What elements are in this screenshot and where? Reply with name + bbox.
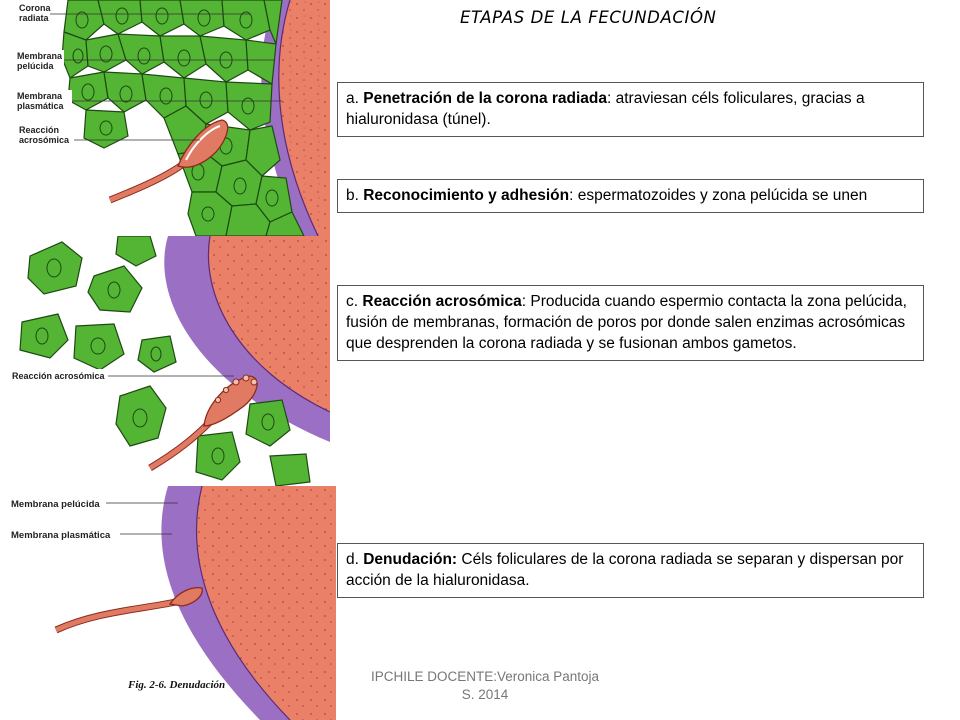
label-membrana-plasmatica-2: plasmática xyxy=(17,101,64,111)
footer-line-2: S. 2014 xyxy=(461,687,509,702)
figure-penetration-corona xyxy=(0,0,330,236)
label-reaccion-acrosomica-panel2: Reacción acrosómica xyxy=(12,371,105,381)
step-box-c xyxy=(337,285,924,361)
slide-title: ETAPAS DE LA FECUNDACIÓN xyxy=(460,8,717,27)
step-text: : espermatozoides y zona pelúcida se unen xyxy=(569,187,868,204)
figure-denudation xyxy=(0,486,336,720)
step-prefix: b. xyxy=(346,187,364,204)
label-membrana-pelucida: Membrana xyxy=(17,51,63,61)
step-prefix: c. xyxy=(346,293,363,310)
label-corona-radiata-2: radiata xyxy=(19,13,49,23)
label-membrana-pelucida-2: pelúcida xyxy=(17,61,54,71)
step-box-a xyxy=(337,82,924,137)
step-text: Céls foliculares de la corona radiada se separan y dispersan por acción de la hialuronidasa. xyxy=(346,551,904,589)
step-title: Penetración de la corona radiada xyxy=(363,90,608,107)
step-text: : Producida cuando espermio contacta la zona pelúcida, fusión de membranas, formación de poros por donde salen enzimas acrosómicas que desprenden la corona radiada y se fusionan ambos gametos. xyxy=(346,293,907,352)
step-text: : atraviesan céls foliculares, gracias a hialuronidasa (túnel). xyxy=(346,90,865,128)
figure-acrosome-reaction xyxy=(0,236,330,486)
label-reaccion-acrosomica-2: acrosómica xyxy=(19,135,70,145)
footer-credit xyxy=(340,668,630,704)
label-membrana-plasmatica-panel3: Membrana plasmática xyxy=(11,530,111,541)
step-box-d xyxy=(337,543,924,598)
footer-line-1: IPCHILE DOCENTE:Veronica Pantoja xyxy=(370,669,600,684)
step-title: Reacción acrosómica xyxy=(362,293,522,310)
step-title: Denudación: xyxy=(363,551,458,568)
figure-caption: Fig. 2-6. Denudación xyxy=(128,679,226,691)
step-title: Reconocimiento y adhesión xyxy=(363,187,570,204)
label-reaccion-acrosomica: Reacción xyxy=(19,125,60,135)
step-prefix: a. xyxy=(346,90,364,107)
label-membrana-plasmatica: Membrana xyxy=(17,91,63,101)
label-corona-radiata: Corona xyxy=(19,3,51,13)
step-prefix: d. xyxy=(346,551,364,568)
label-membrana-pelucida-panel3: Membrana pelúcida xyxy=(11,499,100,510)
step-box-b xyxy=(337,179,924,213)
